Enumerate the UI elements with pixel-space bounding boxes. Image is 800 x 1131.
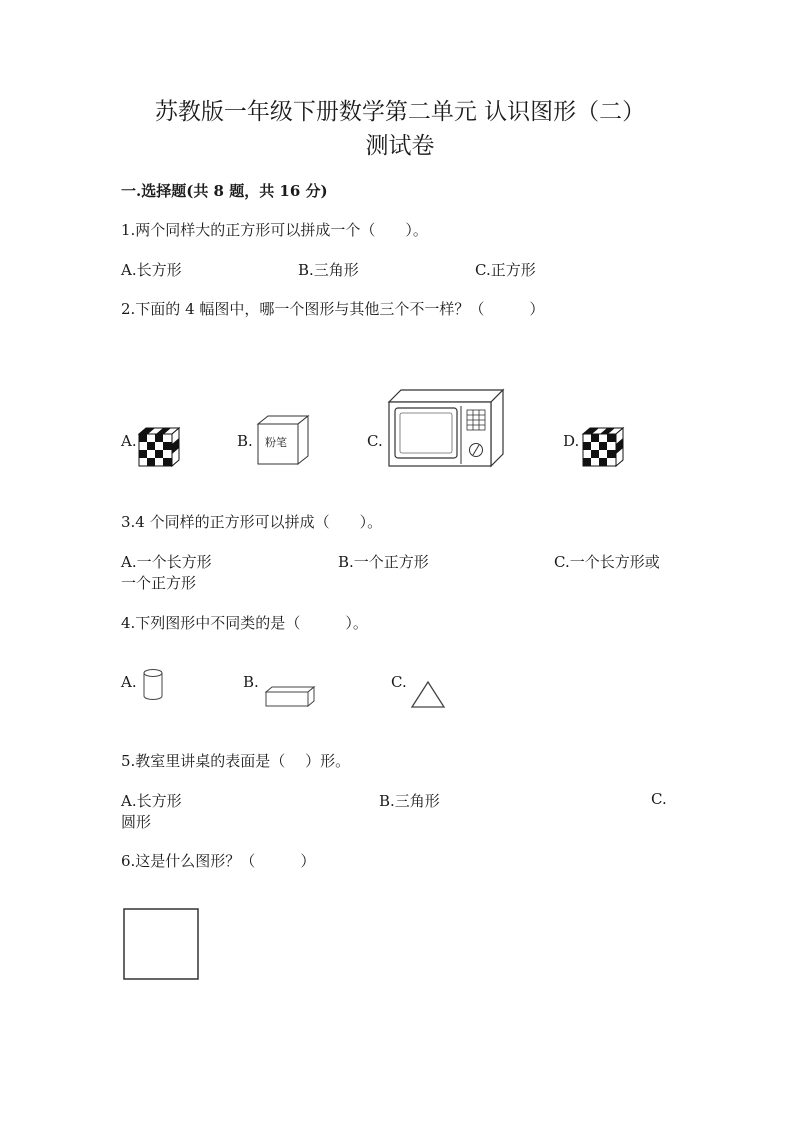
cuboid-icon	[264, 686, 316, 708]
question-4-text: 4.下列图形中不同类的是（ ）。	[121, 614, 368, 632]
question-6-text: 6.这是什么图形？（ ）	[121, 852, 316, 870]
section-heading: 一.选择题(共 8 题，共 16 分)	[121, 182, 328, 200]
question-2-option-d[interactable]: D.	[563, 432, 580, 450]
question-5-option-c[interactable]: C.	[651, 790, 667, 808]
question-3-option-a[interactable]: A.一个长方形	[121, 553, 212, 571]
question-3-option-c-wrap: 一个正方形	[121, 574, 197, 592]
question-5-option-b[interactable]: B.三角形	[379, 792, 440, 810]
question-2-option-b[interactable]: B.	[237, 432, 253, 450]
question-1-option-c[interactable]: C.正方形	[475, 261, 536, 279]
question-3-option-b[interactable]: B.一个正方形	[338, 553, 429, 571]
question-3-option-c[interactable]: C.一个长方形或	[554, 553, 660, 571]
question-4-option-b[interactable]: B.	[243, 673, 259, 691]
square-icon	[122, 907, 200, 981]
checkered-cube-icon	[137, 426, 181, 468]
question-2-option-c[interactable]: C.	[367, 432, 383, 450]
checkered-cube-icon	[581, 426, 625, 468]
question-4-option-c[interactable]: C.	[391, 673, 407, 691]
cylinder-icon	[142, 668, 164, 702]
question-4-option-a[interactable]: A.	[121, 673, 137, 691]
chalk-box-label: 粉笔	[265, 436, 287, 449]
triangle-icon	[410, 680, 446, 710]
question-2-option-a[interactable]: A.	[121, 432, 137, 450]
question-5-option-c-wrap: 圆形	[121, 813, 152, 831]
question-5-option-a[interactable]: A.长方形	[121, 792, 182, 810]
question-3-text: 3.4 个同样的正方形可以拼成（ ）。	[121, 513, 383, 531]
page-title-line2: 测试卷	[365, 133, 435, 159]
page-title-line1: 苏教版一年级下册数学第二单元 认识图形（二）	[154, 99, 646, 125]
question-1-option-b[interactable]: B.三角形	[298, 261, 359, 279]
microwave-icon	[387, 388, 505, 468]
question-2-text: 2.下面的 4 幅图中，哪一个图形与其他三个不一样？（ ）	[121, 300, 545, 318]
question-1-text: 1.两个同样大的正方形可以拼成一个（ ）。	[121, 221, 428, 239]
question-5-text: 5.教室里讲桌的表面是（ ）形。	[121, 752, 351, 770]
question-1-option-a[interactable]: A.长方形	[121, 261, 182, 279]
